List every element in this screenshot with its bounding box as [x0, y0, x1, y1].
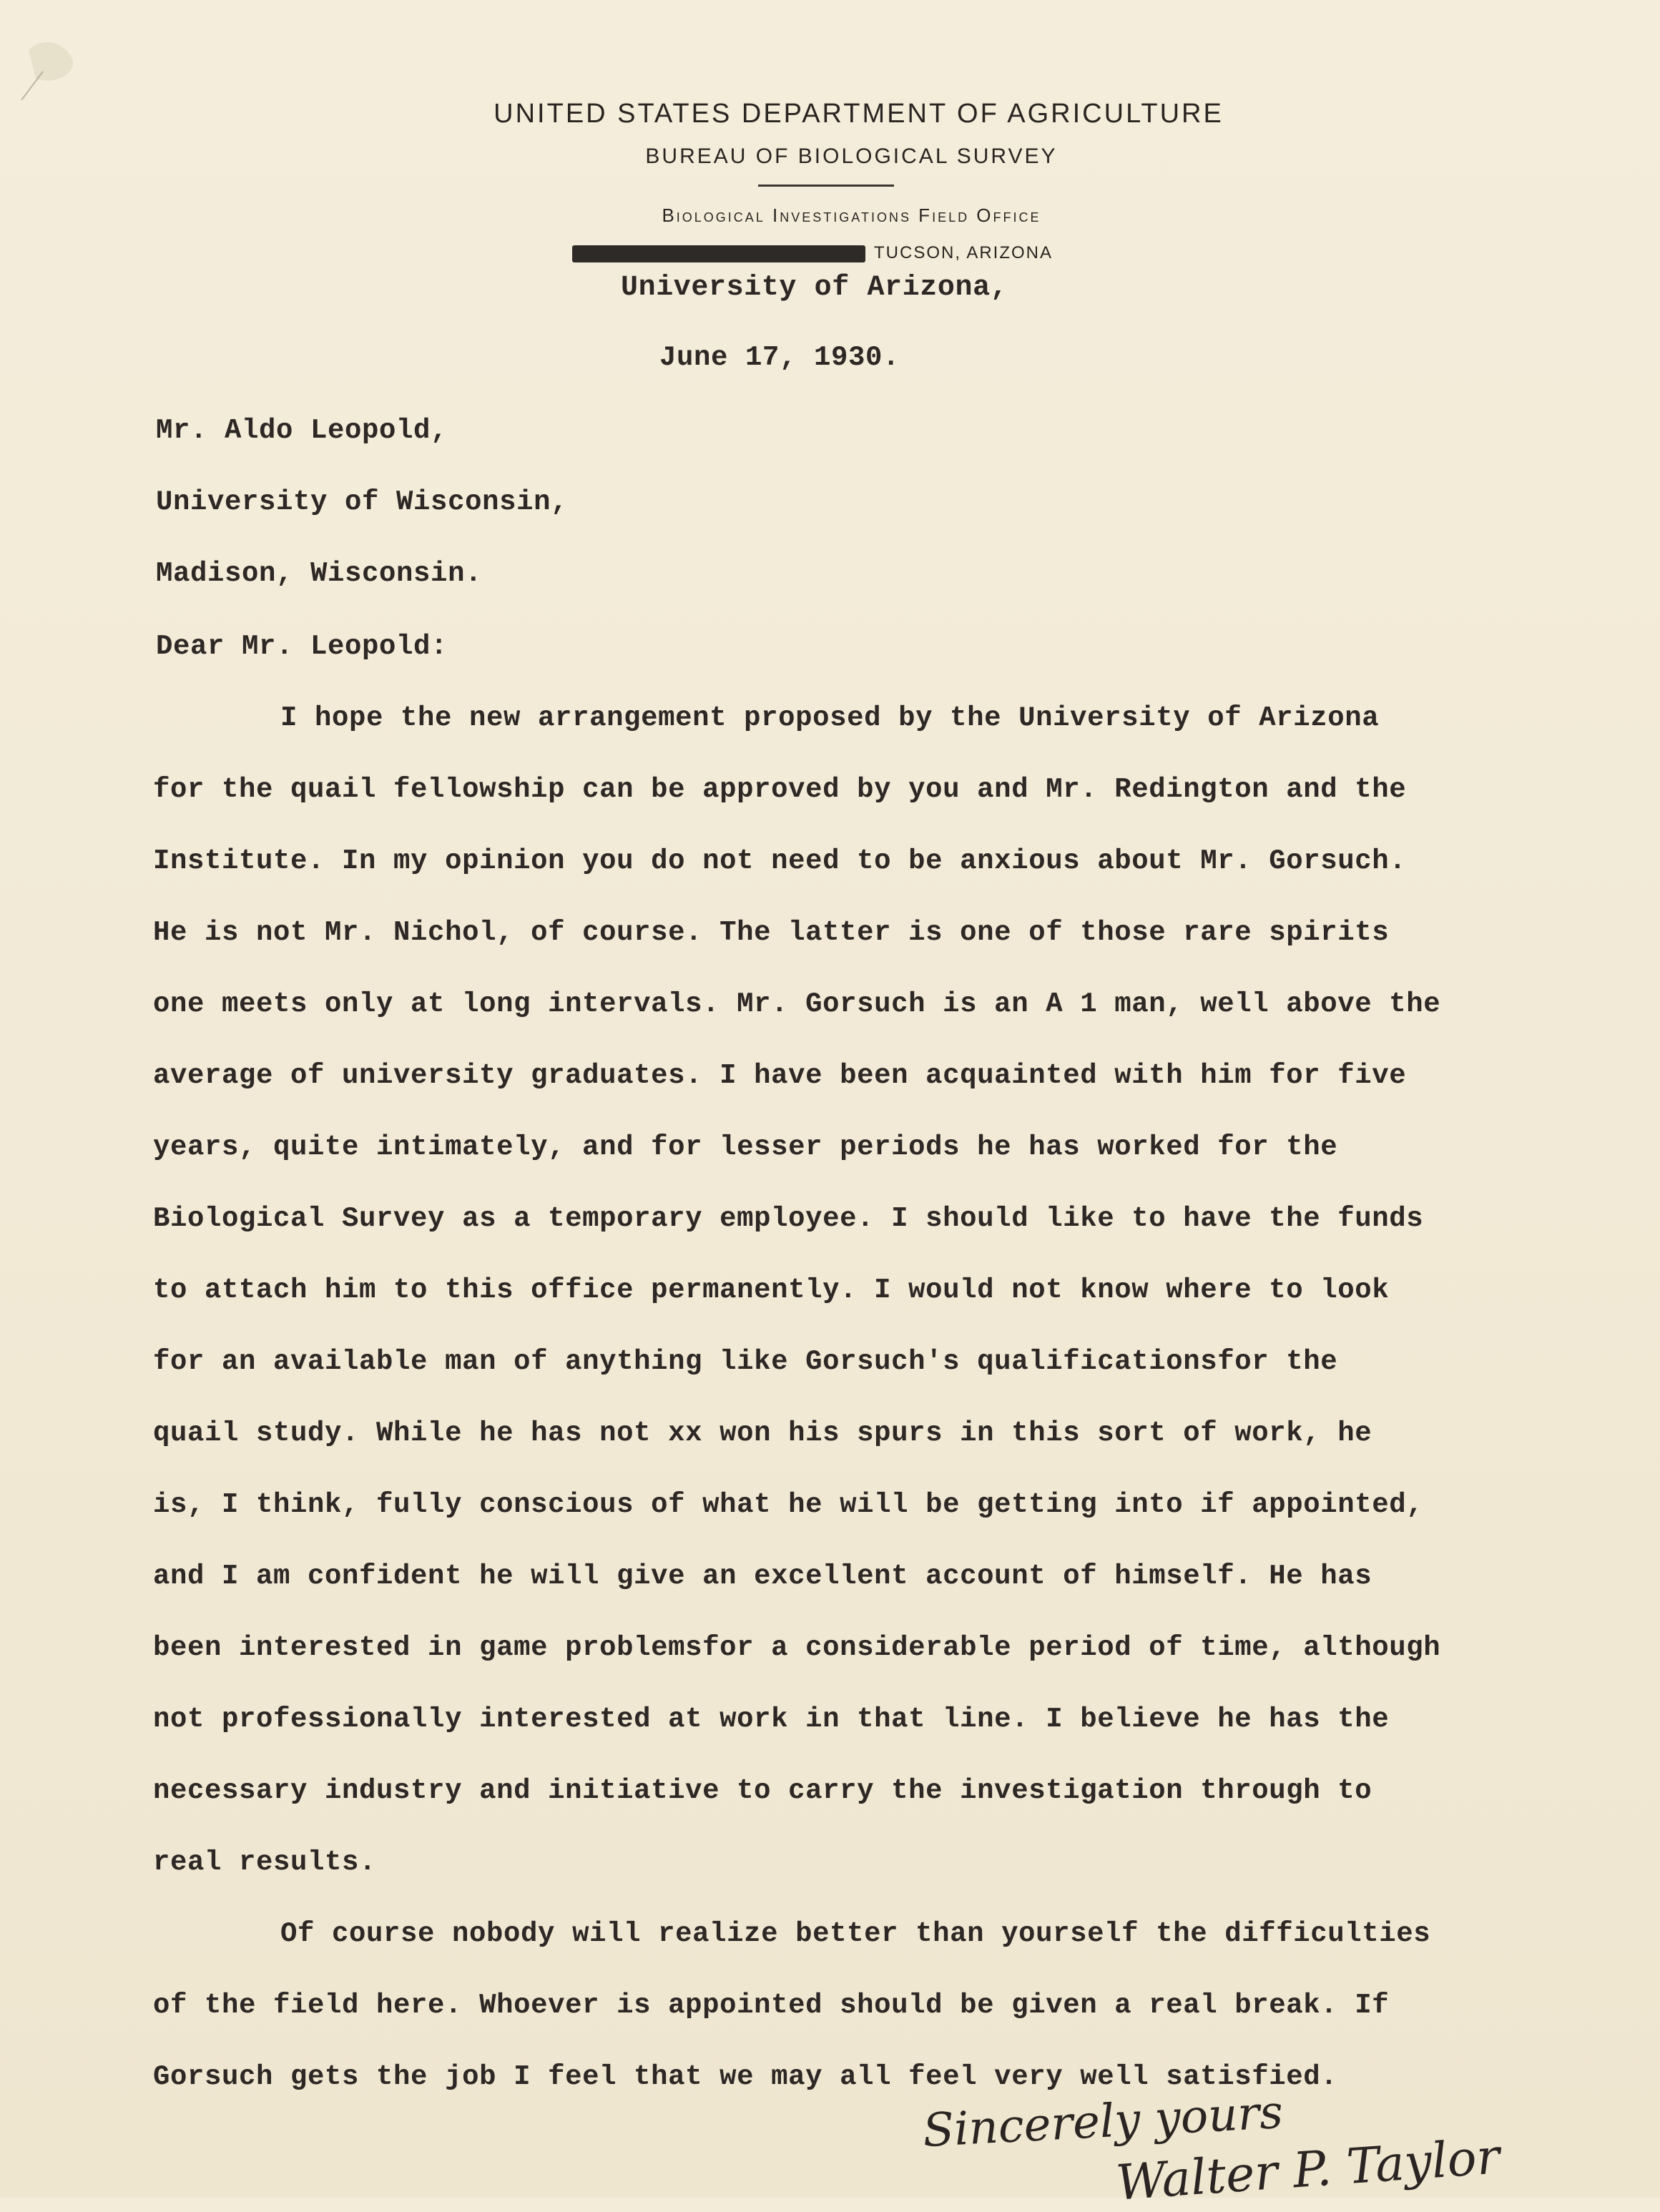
- body-line: Institute. In my opinion you do not need to be anxious about Mr. Gorsuch.: [153, 845, 1407, 877]
- handwritten-signature: Walter P. Taylor: [1114, 2128, 1502, 2212]
- letter-date: June 17, 1930.: [659, 342, 900, 373]
- body-line: Of course nobody will realize better than yourself the difficulties: [280, 1918, 1431, 1950]
- body-line: for the quail fellowship can be approved by you and Mr. Redington and the: [153, 774, 1407, 805]
- body-line: I hope the new arrangement proposed by the University of Arizona: [280, 702, 1380, 734]
- salutation: Dear Mr. Leopold:: [156, 631, 448, 662]
- body-line: not professionally interested at work in that line. I believe he has the: [153, 1704, 1390, 1735]
- body-line: average of university graduates. I have been acquainted with him for five: [153, 1060, 1407, 1091]
- body-line: years, quite intimately, and for lesser periods he has worked for the: [153, 1131, 1338, 1163]
- body-line: quail study. While he has not xx won his spurs in this sort of work, he: [153, 1417, 1372, 1449]
- body-line: of the field here. Whoever is appointed should be given a real break. If: [153, 1990, 1390, 2021]
- body-line: one meets only at long intervals. Mr. Gorsuch is an A 1 man, well above the: [153, 988, 1441, 1020]
- body-line: and I am confident he will give an excellent account of himself. He has: [153, 1560, 1372, 1592]
- typed-sender-address: University of Arizona,: [621, 272, 1008, 304]
- body-line: is, I think, fully conscious of what he will be getting into if appointed,: [153, 1489, 1424, 1520]
- body-line: Biological Survey as a temporary employee. I should like to have the funds: [153, 1203, 1424, 1234]
- letterhead-city: TUCSON, ARIZONA: [874, 243, 1054, 262]
- letterhead-bureau: BUREAU OF BIOLOGICAL SURVEY: [645, 144, 1058, 168]
- handwritten-closing: Sincerely yours: [921, 2085, 1285, 2158]
- letterhead-address: [572, 243, 1053, 263]
- recipient-city: Madison, Wisconsin.: [156, 558, 483, 589]
- recipient-name: Mr. Aldo Leopold,: [156, 415, 448, 446]
- letterhead-department: UNITED STATES DEPARTMENT OF AGRICULTURE: [493, 99, 1224, 129]
- body-line: Gorsuch gets the job I feel that we may all feel very well satisfied.: [153, 2061, 1338, 2093]
- letterhead-office: Biological Investigations Field Office: [662, 205, 1041, 226]
- body-line: been interested in game problemsfor a considerable period of time, although: [153, 1632, 1441, 1663]
- body-line: for an available man of anything like Gorsuch's qualificationsfor the: [153, 1346, 1338, 1377]
- body-line: real results.: [153, 1847, 377, 1878]
- body-line: to attach him to this office permanently. I would not know where to look: [153, 1274, 1390, 1306]
- letterhead-divider: [758, 185, 894, 187]
- body-line: necessary industry and initiative to carry the investigation through to: [153, 1775, 1372, 1807]
- recipient-institution: University of Wisconsin,: [156, 486, 569, 518]
- paper-stain: [14, 29, 122, 107]
- redacted-street-address: [572, 245, 865, 262]
- body-line: He is not Mr. Nichol, of course. The latter is one of those rare spirits: [153, 917, 1390, 948]
